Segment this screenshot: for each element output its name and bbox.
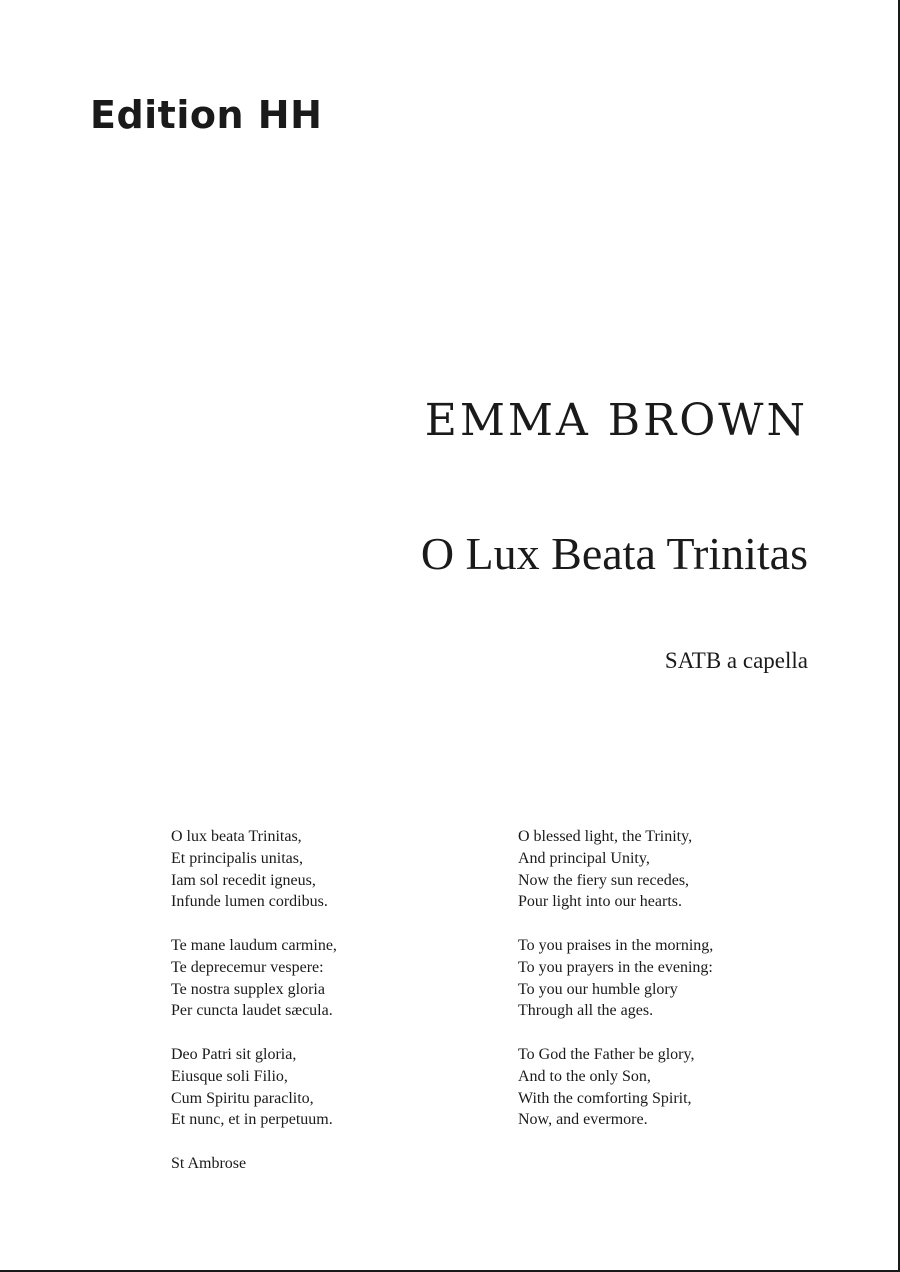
latin-line: Te nostra supplex gloria	[171, 980, 325, 998]
composer-name: EMMA BROWN	[424, 395, 808, 446]
latin-line: Te deprecemur vespere:	[171, 958, 324, 976]
latin-line: Deo Patri sit gloria,	[171, 1045, 297, 1063]
latin-line: Iam sol recedit igneus,	[171, 871, 316, 889]
work-title: O Lux Beata Trinitas	[420, 528, 808, 579]
latin-line: Per cuncta laudet sæcula.	[171, 1002, 333, 1020]
voicing-label: SATB a capella	[664, 648, 808, 673]
latin-stanza-1	[171, 826, 451, 913]
latin-stanza-2	[171, 935, 451, 1022]
english-stanza-2	[518, 935, 818, 1022]
latin-line: Et principalis unitas,	[171, 849, 303, 867]
english-line: And to the only Son,	[518, 1067, 651, 1085]
text-attribution: St Ambrose	[171, 1154, 247, 1172]
english-line: To you our humble glory	[518, 980, 678, 998]
english-line: With the comforting Spirit,	[518, 1089, 692, 1107]
latin-stanza-3	[171, 1044, 451, 1131]
english-line: Now the fiery sun recedes,	[518, 871, 690, 889]
english-line: And principal Unity,	[518, 849, 650, 867]
publisher-name: Edition HH	[90, 93, 323, 137]
latin-line: Te mane laudum carmine,	[171, 936, 337, 954]
english-line: To you praises in the morning,	[518, 936, 714, 954]
english-stanza-3	[518, 1044, 818, 1131]
english-line: Now, and evermore.	[518, 1111, 648, 1129]
english-stanza-1	[518, 826, 818, 913]
latin-line: Cum Spiritu paraclito,	[171, 1089, 314, 1107]
latin-line: Eiusque soli Filio,	[171, 1067, 288, 1085]
latin-line: Infunde lumen cordibus.	[171, 893, 328, 911]
english-translation-column	[518, 826, 818, 1153]
english-line: Pour light into our hearts.	[518, 893, 682, 911]
english-line: To God the Father be glory,	[518, 1045, 695, 1063]
english-line: Through all the ages.	[518, 1002, 654, 1020]
latin-text-column	[171, 826, 451, 1175]
english-line: O blessed light, the Trinity,	[518, 828, 693, 845]
latin-line: O lux beata Trinitas,	[171, 828, 302, 845]
english-line: To you prayers in the evening:	[518, 958, 713, 976]
latin-line: Et nunc, et in perpetuum.	[171, 1111, 333, 1129]
